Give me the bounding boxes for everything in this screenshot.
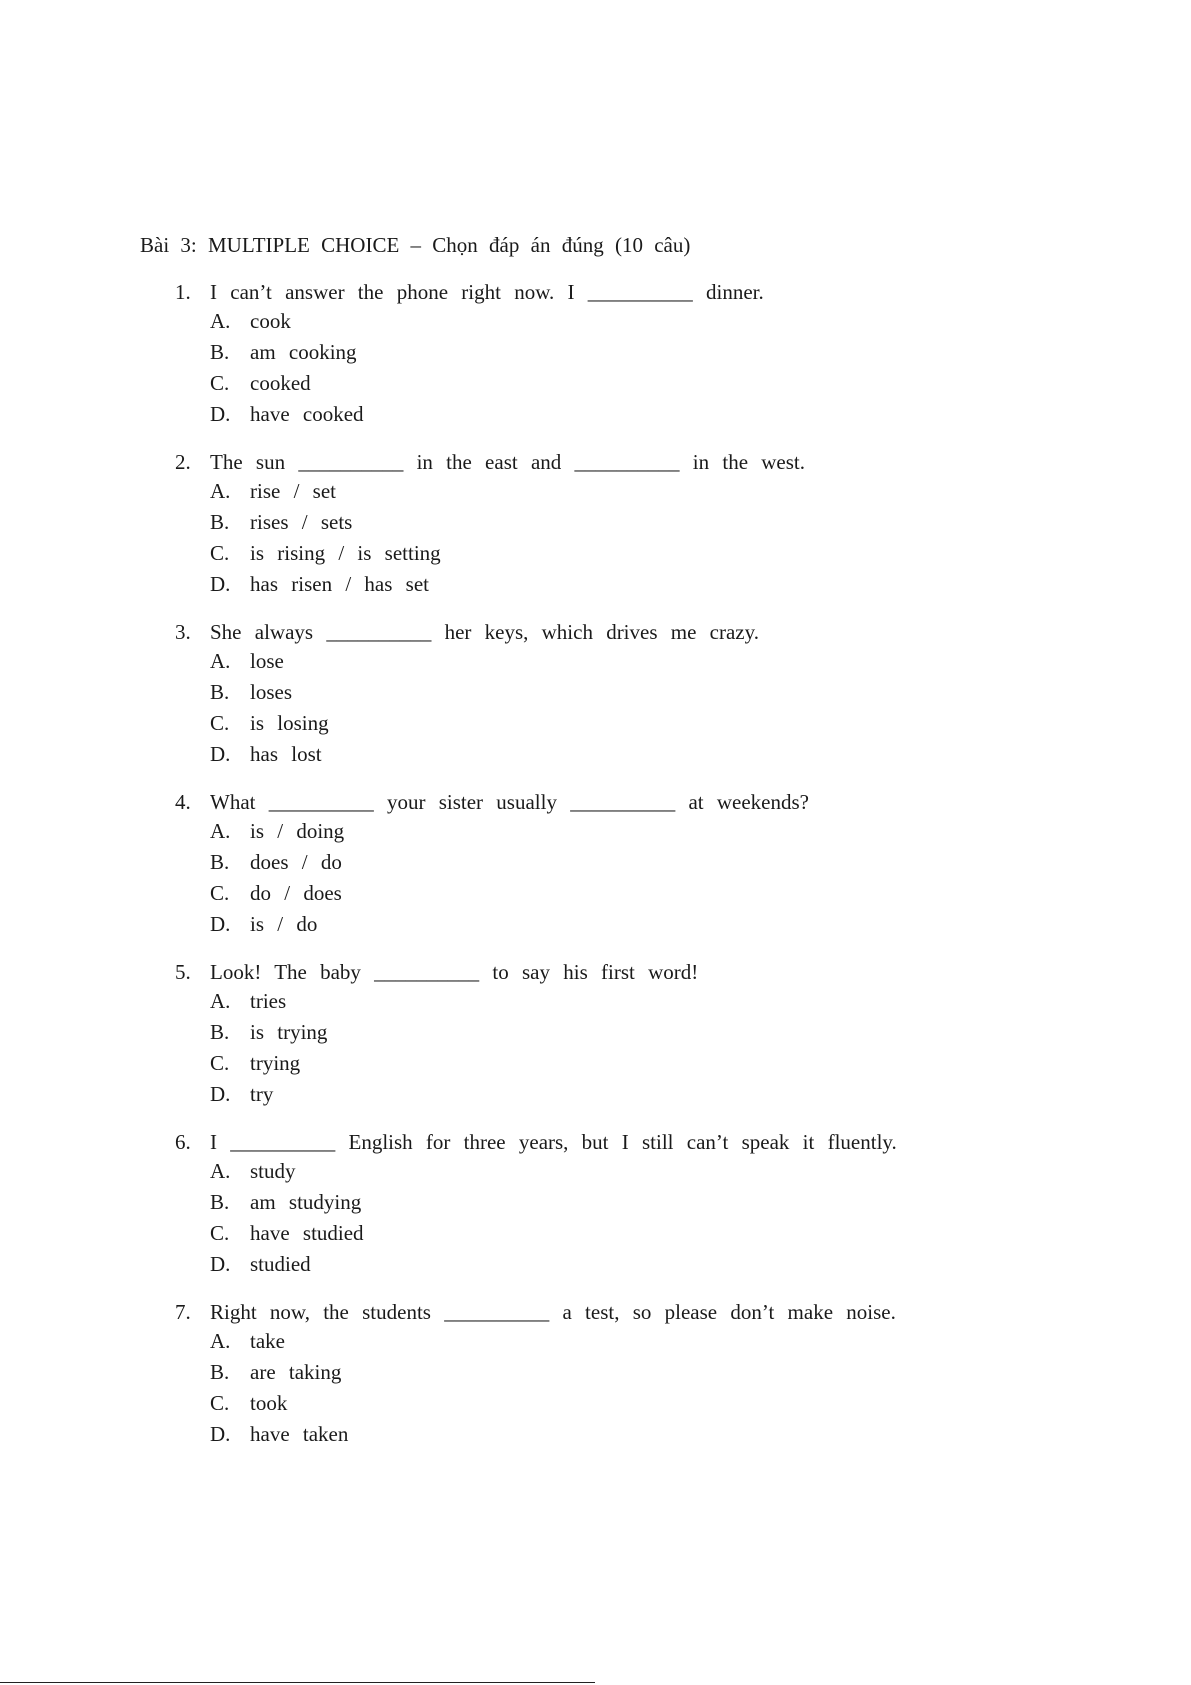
option-a[interactable] bbox=[210, 646, 1075, 677]
question-5 bbox=[175, 958, 1075, 1128]
option-letter: D. bbox=[210, 1252, 231, 1276]
option-text: am studying bbox=[250, 1190, 362, 1214]
option-letter: A. bbox=[210, 1329, 231, 1353]
option-b[interactable] bbox=[210, 847, 1075, 878]
option-text: tries bbox=[250, 989, 287, 1013]
option-text: is losing bbox=[250, 711, 329, 735]
answer-options bbox=[175, 1326, 1075, 1450]
option-d[interactable] bbox=[210, 739, 1075, 770]
option-text: lose bbox=[250, 649, 284, 673]
option-text: trying bbox=[250, 1051, 301, 1075]
option-text: have taken bbox=[250, 1422, 349, 1446]
question-6 bbox=[175, 1128, 1075, 1298]
option-b[interactable] bbox=[210, 677, 1075, 708]
question-list bbox=[175, 278, 1075, 1468]
option-letter: D. bbox=[210, 742, 231, 766]
option-text: loses bbox=[250, 680, 292, 704]
option-letter: A. bbox=[210, 649, 231, 673]
option-text: studied bbox=[250, 1252, 311, 1276]
option-letter: A. bbox=[210, 989, 231, 1013]
option-text: am cooking bbox=[250, 340, 357, 364]
option-letter: D. bbox=[210, 1082, 231, 1106]
question-number: 1. bbox=[175, 280, 191, 304]
option-text: has lost bbox=[250, 742, 322, 766]
answer-options bbox=[175, 1156, 1075, 1280]
option-text: is trying bbox=[250, 1020, 328, 1044]
option-text: does / do bbox=[250, 850, 342, 874]
option-a[interactable] bbox=[210, 986, 1075, 1017]
question-2 bbox=[175, 448, 1075, 618]
option-letter: A. bbox=[210, 309, 231, 333]
question-text: I can’t answer the phone right now. I __________ dinner. bbox=[210, 280, 764, 304]
option-letter: A. bbox=[210, 819, 231, 843]
option-a[interactable] bbox=[210, 1326, 1075, 1357]
question-text: Look! The baby __________ to say his first word! bbox=[210, 960, 699, 984]
option-letter: B. bbox=[210, 340, 230, 364]
option-letter: C. bbox=[210, 881, 230, 905]
option-b[interactable] bbox=[210, 1017, 1075, 1048]
option-text: is rising / is setting bbox=[250, 541, 441, 565]
option-c[interactable] bbox=[210, 878, 1075, 909]
question-text: She always __________ her keys, which drives me crazy. bbox=[210, 620, 760, 644]
option-c[interactable] bbox=[210, 538, 1075, 569]
question-7 bbox=[175, 1298, 1075, 1468]
question-3 bbox=[175, 618, 1075, 788]
option-d[interactable] bbox=[210, 1249, 1075, 1280]
option-letter: C. bbox=[210, 541, 230, 565]
option-text: rise / set bbox=[250, 479, 336, 503]
option-text: have studied bbox=[250, 1221, 364, 1245]
option-letter: A. bbox=[210, 1159, 231, 1183]
option-letter: B. bbox=[210, 1360, 230, 1384]
option-c[interactable] bbox=[210, 1388, 1075, 1419]
option-b[interactable] bbox=[210, 1187, 1075, 1218]
answer-options bbox=[175, 816, 1075, 940]
option-text: have cooked bbox=[250, 402, 364, 426]
option-d[interactable] bbox=[210, 569, 1075, 600]
option-c[interactable] bbox=[210, 708, 1075, 739]
question-stem bbox=[175, 1128, 1075, 1156]
option-text: cooked bbox=[250, 371, 311, 395]
option-b[interactable] bbox=[210, 507, 1075, 538]
question-number: 4. bbox=[175, 790, 191, 814]
option-b[interactable] bbox=[210, 1357, 1075, 1388]
option-text: try bbox=[250, 1082, 274, 1106]
question-stem bbox=[175, 1298, 1075, 1326]
question-text: The sun __________ in the east and __________ in the west. bbox=[210, 450, 806, 474]
option-letter: D. bbox=[210, 1422, 231, 1446]
option-text: is / doing bbox=[250, 819, 345, 843]
question-stem bbox=[175, 958, 1075, 986]
option-letter: C. bbox=[210, 1221, 230, 1245]
option-a[interactable] bbox=[210, 306, 1075, 337]
question-4 bbox=[175, 788, 1075, 958]
option-text: cook bbox=[250, 309, 291, 333]
option-letter: D. bbox=[210, 572, 231, 596]
option-text: is / do bbox=[250, 912, 318, 936]
answer-options bbox=[175, 646, 1075, 770]
question-text: Right now, the students __________ a test, so please don’t make noise. bbox=[210, 1300, 896, 1324]
option-text: take bbox=[250, 1329, 285, 1353]
question-text: I __________ English for three years, but I still can’t speak it fluently. bbox=[210, 1130, 897, 1154]
question-stem bbox=[175, 448, 1075, 476]
option-d[interactable] bbox=[210, 909, 1075, 940]
option-d[interactable] bbox=[210, 399, 1075, 430]
option-letter: B. bbox=[210, 850, 230, 874]
question-stem bbox=[175, 278, 1075, 306]
option-c[interactable] bbox=[210, 368, 1075, 399]
option-letter: B. bbox=[210, 1020, 230, 1044]
footer-divider bbox=[0, 1682, 595, 1683]
question-text: What __________ your sister usually __________ at weekends? bbox=[210, 790, 809, 814]
option-a[interactable] bbox=[210, 476, 1075, 507]
answer-options bbox=[175, 986, 1075, 1110]
option-d[interactable] bbox=[210, 1079, 1075, 1110]
option-letter: C. bbox=[210, 711, 230, 735]
option-letter: B. bbox=[210, 680, 230, 704]
question-number: 3. bbox=[175, 620, 191, 644]
question-stem bbox=[175, 618, 1075, 646]
question-number: 6. bbox=[175, 1130, 191, 1154]
question-1 bbox=[175, 278, 1075, 448]
option-c[interactable] bbox=[210, 1048, 1075, 1079]
option-b[interactable] bbox=[210, 337, 1075, 368]
option-letter: B. bbox=[210, 510, 230, 534]
option-letter: A. bbox=[210, 479, 231, 503]
option-text: has risen / has set bbox=[250, 572, 429, 596]
question-number: 5. bbox=[175, 960, 191, 984]
option-c[interactable] bbox=[210, 1218, 1075, 1249]
question-number: 7. bbox=[175, 1300, 191, 1324]
option-letter: B. bbox=[210, 1190, 230, 1214]
question-number: 2. bbox=[175, 450, 191, 474]
answer-options bbox=[175, 476, 1075, 600]
option-text: rises / sets bbox=[250, 510, 353, 534]
option-letter: C. bbox=[210, 371, 230, 395]
option-d[interactable] bbox=[210, 1419, 1075, 1450]
option-letter: D. bbox=[210, 912, 231, 936]
option-letter: D. bbox=[210, 402, 231, 426]
option-text: study bbox=[250, 1159, 296, 1183]
option-text: do / does bbox=[250, 881, 342, 905]
option-a[interactable] bbox=[210, 816, 1075, 847]
option-a[interactable] bbox=[210, 1156, 1075, 1187]
option-letter: C. bbox=[210, 1051, 230, 1075]
option-text: are taking bbox=[250, 1360, 342, 1384]
exercise-heading: Bài 3: MULTIPLE CHOICE – Chọn đáp án đúng (10 câu) bbox=[140, 233, 691, 257]
option-text: took bbox=[250, 1391, 288, 1415]
answer-options bbox=[175, 306, 1075, 430]
option-letter: C. bbox=[210, 1391, 230, 1415]
question-stem bbox=[175, 788, 1075, 816]
